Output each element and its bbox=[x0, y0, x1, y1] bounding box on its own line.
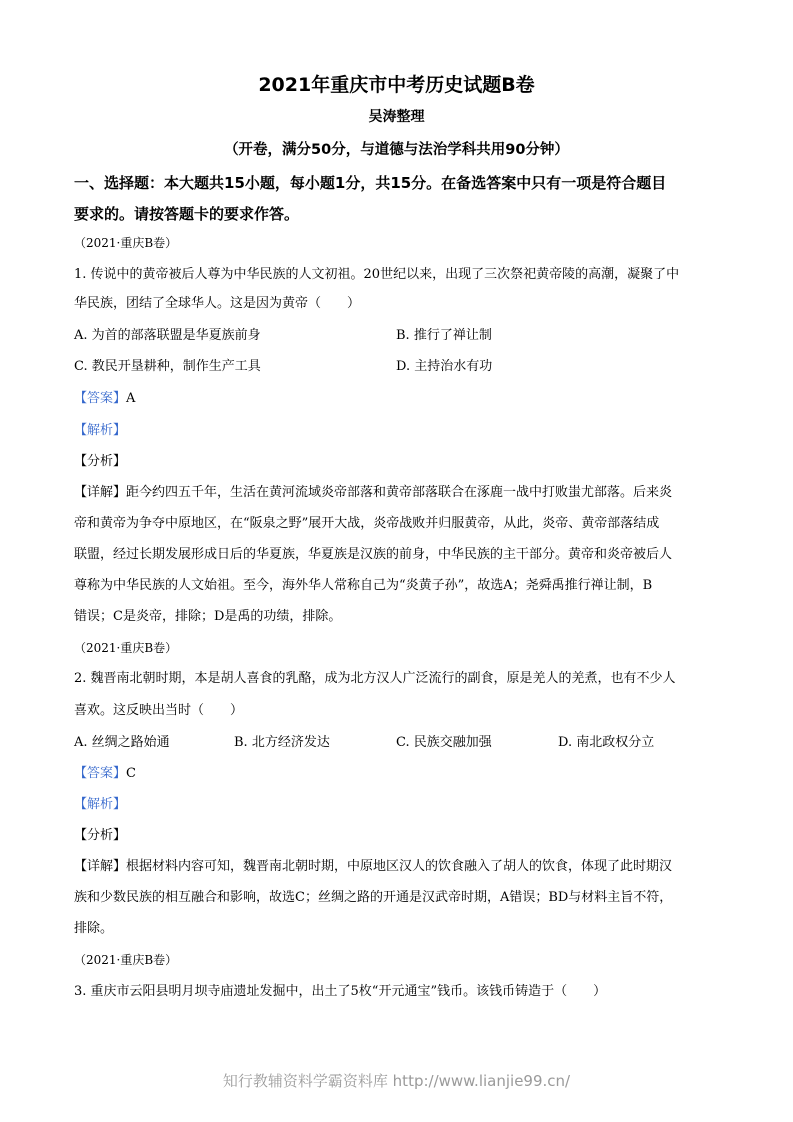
q1-source: （2021·重庆B卷） bbox=[74, 236, 178, 250]
q2-source: （2021·重庆B卷） bbox=[74, 641, 178, 655]
q1-detail-line-4: 尊称为中华民族的人文始祖。至今，海外华人常称自己为“炎黄子孙”，故选A；尧舜禹推行禅让制，B bbox=[74, 578, 653, 593]
q1-stem-line-2: 华民族，团结了全球华人。这是因为黄帝（ ） bbox=[74, 296, 361, 311]
q2-option-a: A. 丝绸之路始通 bbox=[74, 735, 170, 750]
q1-detail-line-2: 帝和黄帝为争夺中原地区，在“阪泉之野”展开大战，炎帝战败并归服黄帝，从此，炎帝、黄帝部落结成 bbox=[74, 516, 660, 531]
q2-option-d: D. 南北政权分立 bbox=[558, 735, 655, 750]
q2-option-b: B. 北方经济发达 bbox=[234, 735, 330, 750]
q3-source: （2021·重庆B卷） bbox=[74, 953, 178, 967]
author-line: 吴涛整理 bbox=[368, 109, 425, 125]
section-heading-line-1: 一、选择题：本大题共15小题，每小题1分，共15分。在备选答案中只有一项是符合题目 bbox=[74, 174, 667, 192]
answer-tag: 【答案】 bbox=[74, 766, 127, 781]
q2-answer bbox=[74, 765, 724, 783]
q1-option-c: C. 教民开垦耕种，制作生产工具 bbox=[74, 359, 261, 374]
q1-detail-line-1: 【详解】距今约四五千年，生活在黄河流域炎帝部落和黄帝部落联合在涿鹿一战中打败蚩尤部落。后来炎 bbox=[74, 485, 673, 500]
q3-stem-line-1: 3. 重庆市云阳县明月坝寺庙遗址发掘中，出土了5枚“开元通宝”钱币。该钱币铸造于（ ） bbox=[74, 984, 607, 999]
answer-value: A bbox=[126, 391, 136, 406]
footer-watermark: 知行教辅资料学霸资料库 http://www.lianjie99.cn/ bbox=[222, 1072, 571, 1090]
q2-detail-line-2: 族和少数民族的相互融合和影响，故选C；丝绸之路的开通是汉武帝时期，A错误；BD与材料主旨不符， bbox=[74, 890, 673, 905]
q2-stem-line-2: 喜欢。这反映出当时（ ） bbox=[74, 703, 244, 718]
q2-detail-line-1: 【详解】根据材料内容可知，魏晋南北朝时期，中原地区汉人的饮食融入了胡人的饮食，体现了此时期汉 bbox=[74, 859, 673, 874]
section-heading-line-2: 要求的。请按答题卡的要求作答。 bbox=[74, 205, 300, 223]
q2-option-c: C. 民族交融加强 bbox=[396, 735, 492, 750]
section-heading bbox=[74, 168, 724, 230]
q2-fenxi-tag: 【分析】 bbox=[74, 828, 127, 843]
q1-answer bbox=[74, 390, 724, 408]
q1-option-d: D. 主持治水有功 bbox=[396, 359, 493, 374]
q1-fenxi-tag: 【分析】 bbox=[74, 454, 127, 469]
page-title: 2021年重庆市中考历史试题B卷 bbox=[258, 74, 535, 96]
q1-detail-line-3: 联盟，经过长期发展形成日后的华夏族，华夏族是汉族的前身，中华民族的主干部分。黄帝和炎帝被后人 bbox=[74, 547, 673, 562]
q2-analysis-tag: 【解析】 bbox=[74, 797, 127, 812]
q1-option-b: B. 推行了禅让制 bbox=[396, 328, 492, 343]
q1-stem-line-1: 1. 传说中的黄帝被后人尊为中华民族的人文初祖。20世纪以来，出现了三次祭祀黄帝陵的高潮，凝聚了中 bbox=[74, 267, 680, 282]
q1-detail-line-5: 错误；C是炎帝，排除；D是禹的功绩，排除。 bbox=[74, 609, 342, 624]
q2-stem-line-1: 2. 魏晋南北朝时期，本是胡人喜食的乳酪，成为北方汉人广泛流行的副食，原是羌人的羌煮，也有不少人 bbox=[74, 671, 676, 686]
q1-analysis-tag: 【解析】 bbox=[74, 423, 127, 438]
q1-option-a: A. 为首的部落联盟是华夏族前身 bbox=[74, 328, 261, 343]
answer-tag: 【答案】 bbox=[74, 391, 127, 406]
answer-value: C bbox=[126, 766, 136, 781]
q2-detail-line-3: 排除。 bbox=[74, 921, 114, 936]
exam-note: （开卷，满分50分，与道德与法治学科共用90分钟） bbox=[224, 142, 569, 158]
